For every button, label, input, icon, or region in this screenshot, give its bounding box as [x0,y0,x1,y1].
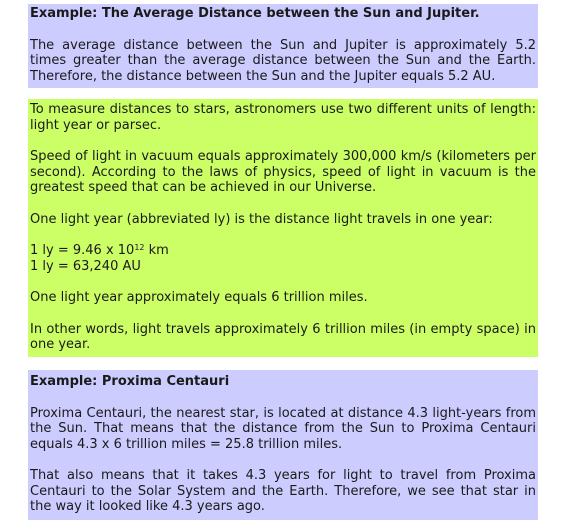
light-year-box [28,99,538,357]
jupiter-example-paragraph: The average distance between the Sun and Jupiter is approximately 5.2 times greater than the average distance between the Sun and the Earth. Therefore, the distance between the Sun and the Jupiter equals 5.2 AU. [30,37,536,84]
light-year-definition: One light year (abbreviated ly) is the distance light travels in one year: [30,211,493,227]
proxima-example-paragraph-2: That also means that it takes 4.3 years for light to travel from Proxima Centauri to the Solar System and the Earth. Therefore, we see that star in the way it looked like 4.3 years ago. [30,468,536,514]
formula-light-year-km-suffix: km [144,243,169,258]
speed-of-light-paragraph: Speed of light in vacuum equals approximately 300,000 km/s (kilometers per second). According to the laws of physics, speed of light in vacuum is the greatest speed that can be achieved in our Universe. [30,149,536,195]
jupiter-example-box [28,4,538,88]
light-year-other-words: In other words, light travels approximately 6 trillion miles (in empty space) in one year. [30,321,536,352]
formula-light-year-km-prefix: 1 ly = 9.46 x 10 [30,243,135,258]
proxima-example-paragraph-1: Proxima Centauri, the nearest star, is located at distance 4.3 light-years from the Sun. That means that the distance from the Sun to Proxima Centauri equals 4.3 x 6 trillion miles = 25.8 trillion miles. [30,405,536,452]
proxima-example-box [28,370,538,520]
formula-light-year-au: 1 ly = 63,240 AU [30,258,141,274]
proxima-example-heading: Example: Proxima Centauri [30,374,230,389]
formula-light-year-km [30,243,536,259]
light-year-intro: To measure distances to stars, astronomers use two different units of length: light year or parsec. [30,102,536,133]
formula-exponent: 12 [134,243,145,252]
jupiter-example-heading: Example: The Average Distance between the Sun and Jupiter. [30,6,480,21]
light-year-miles: One light year approximately equals 6 trillion miles. [30,290,368,305]
